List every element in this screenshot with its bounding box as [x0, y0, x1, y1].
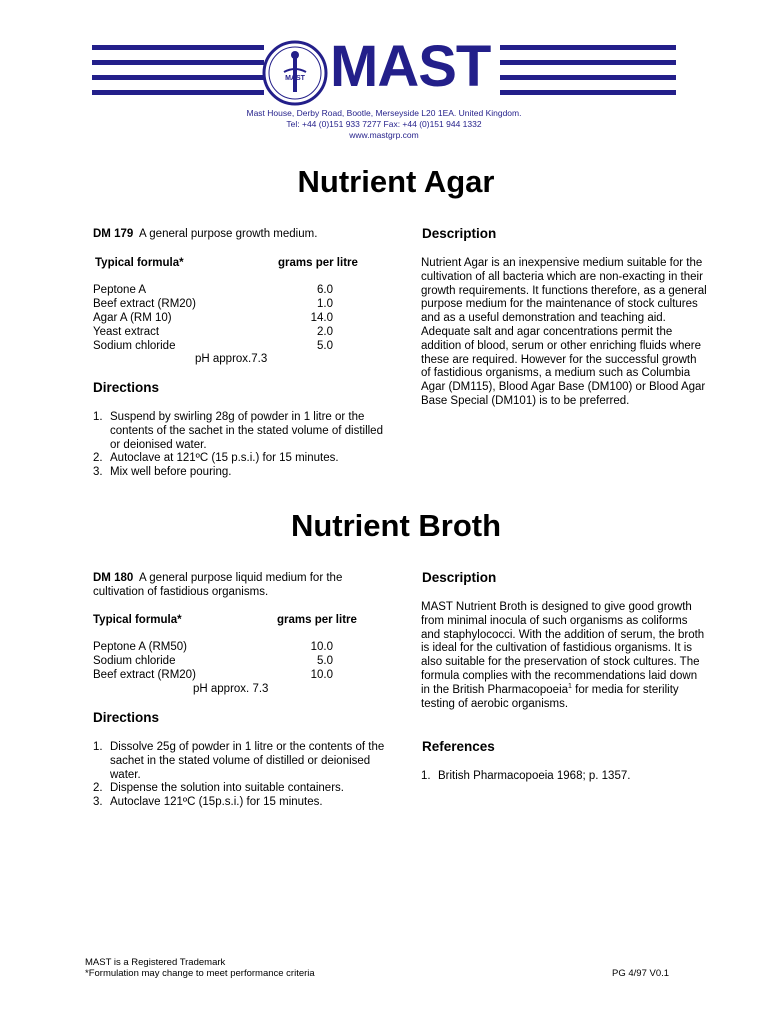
table-row: [93, 641, 333, 655]
logo-ring-text: MAST: [285, 75, 305, 82]
ingredient-value: 2.0: [317, 326, 333, 338]
agar-formula-heading: Typical formula*: [95, 257, 184, 269]
broth-summary-text: A general purpose liquid medium for the cultivation of fastidious organisms.: [93, 572, 343, 598]
table-row: [93, 326, 333, 340]
agar-grams-heading: grams per litre: [278, 257, 358, 269]
table-row: [93, 669, 333, 683]
list-number: 3.: [93, 466, 103, 479]
list-text: Dispense the solution into suitable containers.: [110, 782, 344, 795]
ingredient-name: Yeast extract: [93, 326, 160, 338]
logo-stripe: [92, 45, 264, 50]
ingredient-name: Beef extract (RM20): [93, 298, 196, 310]
footer-note: *Formulation may change to meet performance criteria: [85, 968, 315, 979]
logo-emblem-icon: [262, 40, 328, 106]
ingredient-name: Beef extract (RM20): [93, 669, 196, 681]
list-item: [93, 466, 383, 480]
logo-stripe: [92, 60, 264, 65]
list-number: 2.: [93, 452, 103, 465]
address-line: Mast House, Derby Road, Bootle, Merseyside L20 1EA. United Kingdom.: [246, 108, 522, 118]
agar-description: Nutrient Agar is an inexpensive medium suitable for the cultivation of all bacteria which are non-exacting in their growth requirements. It functions therefore, as a general purpose medium for the maintenance of stock cultures and as a useful demonstration and teaching aid. Adequate salt and agar concentrations permit the addition of blood, serum or other enriching fluids where these are required. However for the successful growth of fastidious organisms, a medium such as Columbia Agar (DM115), Blood Agar Base (DM100) or Blood Agar Base Special (DM101) is to be preferred.: [421, 257, 707, 407]
table-row: [93, 340, 333, 354]
ingredient-name: Peptone A (RM50): [93, 641, 187, 653]
table-row: [93, 312, 333, 326]
ingredient-name: Peptone A: [93, 284, 147, 296]
logo-stripe: [500, 60, 676, 65]
agar-ph: pH approx.7.3: [195, 353, 268, 365]
website-line[interactable]: www.mastgrp.com: [349, 130, 419, 140]
ingredient-name: Agar A (RM 10): [93, 312, 172, 324]
footer-trademark: MAST is a Registered Trademark: [85, 957, 226, 968]
ingredient-value: 10.0: [310, 669, 333, 681]
broth-summary: [93, 572, 385, 600]
list-number: 1.: [93, 741, 103, 753]
broth-references-heading: References: [422, 739, 495, 754]
broth-directions-list: [93, 741, 385, 810]
ingredient-value: 10.0: [310, 641, 333, 653]
list-text: Mix well before pouring.: [110, 466, 232, 479]
ingredient-value: 14.0: [310, 312, 333, 324]
logo-wordmark: MAST: [330, 34, 491, 99]
list-item: [93, 741, 385, 782]
list-text: Suspend by swirling 28g of powder in 1 litre or the contents of the sachet in the stated volume of distilled or deionised water.: [110, 411, 383, 451]
ingredient-value: 5.0: [317, 655, 333, 667]
broth-formula-heading: Typical formula*: [93, 614, 182, 626]
agar-directions-list: [93, 411, 383, 480]
agar-summary-text: A general purpose growth medium.: [139, 228, 318, 240]
ingredient-value: 5.0: [317, 340, 333, 352]
list-item: [93, 411, 383, 452]
broth-directions-heading: Directions: [93, 710, 160, 725]
logo-stripe: [92, 75, 264, 80]
list-item: [421, 770, 711, 784]
list-text: Dissolve 25g of powder in 1 litre or the contents of the sachet in the stated volume of distilled or deionised water.: [110, 741, 385, 781]
footer-page-code: PG 4/97 V0.1: [612, 968, 670, 979]
list-number: 3.: [93, 796, 103, 809]
broth-description-text: MAST Nutrient Broth is designed to give good growth from minimal inocula of such organisms as coliforms and staphylococci. With the addition of serum, the broth is ideal for the cultivation of fastidious organisms. It is also suitable for the preservation of stock cultures. The formula complies with the recommendations laid down in the British Pharmacopoeia: [421, 601, 705, 696]
agar-summary: [93, 228, 393, 242]
page-title-broth: Nutrient Broth: [290, 508, 502, 543]
logo-stripe: [500, 75, 676, 80]
page-title-agar: Nutrient Agar: [297, 164, 495, 199]
broth-description: [421, 601, 707, 711]
contact-line: Tel: +44 (0)151 933 7277 Fax: +44 (0)151 944 1332: [286, 119, 482, 129]
broth-description-heading: Description: [422, 570, 497, 585]
agar-description-heading: Description: [422, 226, 497, 241]
list-text: British Pharmacopoeia 1968; p. 1357.: [438, 770, 631, 782]
broth-references-list: [421, 770, 711, 784]
logo-stripe: [92, 90, 264, 95]
ingredient-name: Sodium chloride: [93, 340, 176, 352]
list-number: 1.: [421, 770, 431, 782]
list-number: 2.: [93, 782, 103, 795]
broth-description-text-end: for media for sterility testing of aerobic organisms.: [421, 683, 679, 710]
list-text: Autoclave 121ºC (15p.s.i.) for 15 minutes.: [110, 796, 323, 809]
list-item: [93, 796, 385, 810]
list-item: [93, 782, 385, 796]
broth-ph: pH approx. 7.3: [193, 683, 269, 695]
table-row: [93, 284, 333, 298]
table-row: [93, 655, 333, 669]
list-text: Autoclave at 121ºC (15 p.s.i.) for 15 minutes.: [110, 452, 339, 465]
citation-marker: 1: [568, 682, 572, 690]
agar-code: DM 179: [93, 228, 134, 240]
logo-stripe: [500, 90, 676, 95]
broth-grams-heading: grams per litre: [277, 614, 357, 626]
logo-stripe: [500, 45, 676, 50]
list-item: [93, 452, 383, 466]
table-row: [93, 298, 333, 312]
ingredient-value: 6.0: [317, 284, 333, 296]
list-number: 1.: [93, 411, 103, 423]
ingredient-value: 1.0: [317, 298, 333, 310]
broth-code: DM 180: [93, 572, 134, 584]
ingredient-name: Sodium chloride: [93, 655, 176, 667]
agar-directions-heading: Directions: [93, 380, 160, 395]
